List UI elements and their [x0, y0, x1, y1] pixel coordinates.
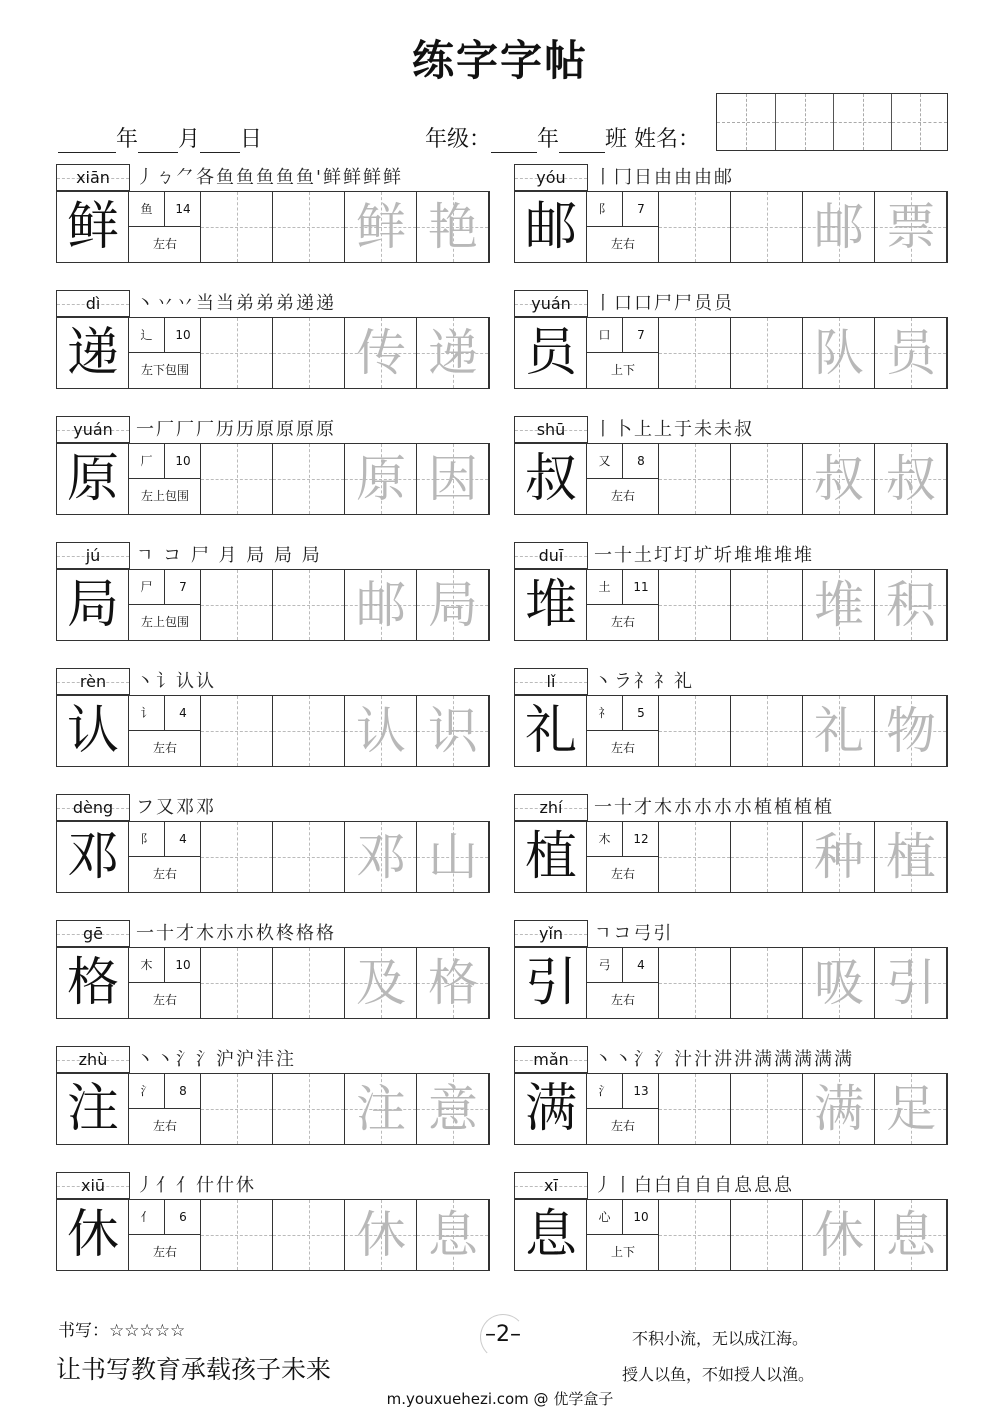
character-entry	[514, 668, 948, 773]
year-label: 年	[116, 127, 139, 152]
pinyin: mǎn	[533, 1050, 569, 1069]
stroke-order: ㄱ コ 尸 月 局 局 局	[136, 545, 322, 566]
practice-cell[interactable]	[659, 822, 731, 892]
practice-cell[interactable]	[201, 696, 273, 766]
stroke-order: 丶丷丷当当弟弟弟递递	[136, 293, 336, 314]
name-cell[interactable]	[775, 94, 833, 150]
student-line	[425, 122, 700, 153]
pinyin-box	[514, 542, 588, 569]
day-blank[interactable]	[200, 130, 240, 153]
trace-character: 叔	[886, 450, 936, 508]
stroke-order: ㄱコ弓引	[594, 923, 674, 944]
character-entry	[56, 794, 490, 899]
model-character-cell	[57, 318, 129, 388]
writing-grid	[56, 821, 490, 893]
practice-cell[interactable]	[731, 318, 803, 388]
structure: 左上包围	[140, 615, 189, 629]
pinyin-box	[56, 164, 130, 191]
character-entry	[514, 290, 948, 395]
trace-character: 物	[886, 702, 936, 760]
writing-grid	[56, 443, 490, 515]
stroke-count: 14	[165, 192, 201, 227]
practice-cell[interactable]	[201, 1200, 273, 1270]
model-character-cell	[57, 1074, 129, 1144]
grade-label: 年级：	[425, 127, 492, 152]
model-character-cell	[515, 318, 587, 388]
slogan: 让书写教育承载孩子未来	[56, 1355, 332, 1384]
radical: 弓	[587, 948, 623, 983]
day-label: 日	[240, 127, 263, 152]
model-character: 息	[524, 1205, 577, 1265]
structure: 左右	[152, 1245, 177, 1259]
structure: 左下包围	[140, 363, 189, 377]
character-entry	[56, 416, 490, 521]
writing-grid	[514, 191, 948, 263]
structure: 左右	[610, 993, 635, 1007]
character-info	[587, 822, 659, 892]
radical: 讠	[129, 696, 165, 731]
practice-cell[interactable]	[273, 192, 345, 262]
structure: 左右	[610, 1119, 635, 1133]
practice-cell[interactable]	[273, 444, 345, 514]
writing-grid	[56, 1073, 490, 1145]
trace-character: 格	[428, 954, 478, 1012]
structure: 左右	[152, 1119, 177, 1133]
pinyin: shū	[536, 420, 566, 439]
character-info	[587, 444, 659, 514]
stroke-order: 丶丶氵氵沪沪沣注	[136, 1049, 296, 1070]
radical: 口	[587, 318, 623, 353]
character-info	[129, 318, 201, 388]
model-character: 植	[524, 827, 577, 887]
stroke-count: 13	[623, 1074, 659, 1109]
stroke-count: 7	[623, 318, 659, 353]
name-label: 姓名：	[634, 127, 701, 152]
character-entry	[56, 164, 490, 269]
pinyin: gē	[83, 924, 103, 943]
structure: 左右	[610, 489, 635, 503]
model-character: 鲜	[66, 197, 119, 257]
trace-character: 足	[886, 1080, 936, 1138]
model-character-cell	[57, 444, 129, 514]
writing-grid	[56, 695, 490, 767]
character-info	[129, 192, 201, 262]
trace-character: 植	[886, 828, 936, 886]
stroke-order: 丨卜上上于未未叔	[594, 419, 754, 440]
stroke-count: 7	[623, 192, 659, 227]
practice-cell[interactable]	[731, 948, 803, 1018]
model-character: 邓	[66, 827, 119, 887]
page-title: 练字字帖	[411, 36, 588, 85]
stroke-order: 一十土圢圢圹圻堆堆堆堆	[594, 545, 814, 566]
character-entry	[56, 290, 490, 395]
practice-cell[interactable]	[201, 1074, 273, 1144]
writing-grid	[514, 569, 948, 641]
practice-cell[interactable]	[659, 948, 731, 1018]
trace-character: 邓	[356, 828, 406, 886]
trace-character: 原	[356, 450, 406, 508]
trace-character: 息	[886, 1206, 936, 1264]
pinyin-box	[56, 542, 130, 569]
grade-blank[interactable]	[491, 130, 537, 153]
model-character: 原	[66, 449, 119, 509]
pinyin-box	[56, 1172, 130, 1199]
writing-grid	[514, 1199, 948, 1271]
trace-character: 识	[428, 702, 478, 760]
character-entry	[56, 920, 490, 1025]
radical: 鱼	[129, 192, 165, 227]
radical: 又	[587, 444, 623, 479]
practice-cell[interactable]	[273, 948, 345, 1018]
trace-character: 满	[814, 1080, 864, 1138]
model-character-cell	[57, 1200, 129, 1270]
pinyin-box	[514, 920, 588, 947]
practice-cell[interactable]	[731, 1200, 803, 1270]
model-character-cell	[515, 696, 587, 766]
stroke-count: 10	[165, 444, 201, 479]
pinyin: xiū	[80, 1176, 106, 1195]
radical: 礻	[587, 696, 623, 731]
stroke-count: 4	[165, 822, 201, 857]
trace-character: 休	[814, 1206, 864, 1264]
practice-cell[interactable]	[201, 192, 273, 262]
practice-cell[interactable]	[201, 948, 273, 1018]
pinyin: xī	[544, 1176, 558, 1195]
model-character: 堆	[524, 575, 577, 635]
model-character: 员	[524, 323, 577, 383]
writing-grid	[514, 947, 948, 1019]
character-entry	[514, 164, 948, 269]
pinyin: yóu	[536, 168, 566, 187]
model-character: 注	[66, 1079, 119, 1139]
practice-cell[interactable]	[273, 1074, 345, 1144]
practice-cell[interactable]	[273, 570, 345, 640]
writing-grid	[56, 191, 490, 263]
quote-2: 授人以鱼，不如授人以渔。	[622, 1365, 815, 1384]
character-info	[587, 696, 659, 766]
practice-cell[interactable]	[731, 822, 803, 892]
model-character: 邮	[524, 197, 577, 257]
stroke-order: 一厂厂厂历历原原原原	[136, 419, 336, 440]
model-character: 局	[66, 575, 119, 635]
character-entry	[56, 1172, 490, 1277]
model-character-cell	[515, 192, 587, 262]
character-info	[587, 570, 659, 640]
pinyin: yǐn	[538, 924, 564, 943]
stroke-order: 丶ラ礻礻礼	[594, 671, 694, 692]
stroke-order: 丨冂日由由由邮	[594, 167, 734, 188]
stroke-count: 10	[623, 1200, 659, 1235]
stroke-count: 10	[165, 318, 201, 353]
practice-cell[interactable]	[659, 1200, 731, 1270]
pinyin: xiān	[76, 168, 110, 187]
name-grid[interactable]	[716, 93, 948, 151]
stroke-order: フ又邓邓	[136, 797, 216, 818]
practice-cell[interactable]	[659, 192, 731, 262]
site-credit: m.youxuehezi.com @ 优学盒子	[386, 1390, 614, 1408]
model-character-cell	[515, 822, 587, 892]
pinyin: dì	[85, 294, 101, 313]
stroke-count: 7	[165, 570, 201, 605]
character-entry	[514, 920, 948, 1025]
character-info	[129, 822, 201, 892]
trace-character: 积	[886, 576, 936, 634]
pinyin: zhù	[78, 1050, 108, 1069]
stroke-order: 丶讠认认	[136, 671, 216, 692]
writing-grid	[56, 947, 490, 1019]
model-character-cell	[57, 192, 129, 262]
stroke-count: 6	[165, 1200, 201, 1235]
practice-cell[interactable]	[273, 318, 345, 388]
trace-character: 种	[814, 828, 864, 886]
pinyin-box	[56, 1046, 130, 1073]
trace-character: 礼	[814, 702, 864, 760]
date-line	[58, 122, 262, 153]
trace-character: 堆	[814, 576, 864, 634]
character-info	[129, 444, 201, 514]
stroke-count: 4	[623, 948, 659, 983]
character-info	[587, 1074, 659, 1144]
practice-cell[interactable]	[201, 444, 273, 514]
pinyin: dèng	[72, 798, 114, 817]
trace-character: 因	[428, 450, 478, 508]
character-info	[129, 570, 201, 640]
radical: 心	[587, 1200, 623, 1235]
radical: 辶	[129, 318, 165, 353]
quote-1: 不积小流，无以成江海。	[632, 1329, 809, 1348]
practice-cell[interactable]	[659, 696, 731, 766]
pinyin-box	[56, 920, 130, 947]
trace-character: 传	[356, 324, 406, 382]
practice-cell[interactable]	[201, 822, 273, 892]
pinyin-box	[514, 164, 588, 191]
trace-character: 鲜	[356, 198, 406, 256]
pinyin: lǐ	[546, 672, 556, 691]
practice-cell[interactable]	[731, 192, 803, 262]
writing-grid	[514, 317, 948, 389]
practice-cell[interactable]	[273, 696, 345, 766]
year-blank[interactable]	[58, 130, 116, 153]
structure: 左右	[152, 741, 177, 755]
practice-cell[interactable]	[731, 570, 803, 640]
trace-character: 局	[428, 576, 478, 634]
model-character-cell	[57, 570, 129, 640]
pinyin: duī	[538, 546, 564, 565]
model-character: 引	[524, 953, 577, 1013]
character-info	[129, 948, 201, 1018]
structure: 左上包围	[140, 489, 189, 503]
stroke-count: 12	[623, 822, 659, 857]
trace-character: 休	[356, 1206, 406, 1264]
model-character-cell	[515, 948, 587, 1018]
trace-character: 意	[428, 1080, 478, 1138]
stroke-order: 丶丶氵氵汁汁汫汫满满满满满	[594, 1049, 854, 1070]
character-info	[129, 1200, 201, 1270]
writing-grid	[514, 1073, 948, 1145]
character-entry	[56, 542, 490, 647]
radical: 亻	[129, 1200, 165, 1235]
model-character-cell	[515, 1074, 587, 1144]
trace-character: 引	[886, 954, 936, 1012]
trace-character: 及	[356, 954, 406, 1012]
stroke-count: 11	[623, 570, 659, 605]
character-entry	[514, 794, 948, 899]
class-label: 班	[605, 127, 628, 152]
structure: 左右	[610, 615, 635, 629]
pinyin-box	[514, 668, 588, 695]
stroke-order: 一十才木朩朩朩朩植植植植	[594, 797, 834, 818]
stroke-count: 10	[165, 948, 201, 983]
trace-character: 吸	[814, 954, 864, 1012]
character-info	[129, 696, 201, 766]
stroke-order: 丿丨白白自自自息息息	[594, 1175, 794, 1196]
pinyin-box	[514, 794, 588, 821]
pinyin: jú	[85, 546, 101, 565]
structure: 上下	[610, 363, 635, 377]
model-character-cell	[515, 570, 587, 640]
character-info	[129, 1074, 201, 1144]
model-character-cell	[515, 444, 587, 514]
name-cell[interactable]	[833, 94, 891, 150]
model-character-cell	[515, 1200, 587, 1270]
character-info	[587, 948, 659, 1018]
model-character: 礼	[524, 701, 577, 761]
character-entry	[56, 668, 490, 773]
practice-cell[interactable]	[273, 1200, 345, 1270]
radical: 氵	[129, 1074, 165, 1109]
practice-cell[interactable]	[659, 318, 731, 388]
pinyin-box	[514, 1172, 588, 1199]
radical: 尸	[129, 570, 165, 605]
model-character: 格	[66, 953, 119, 1013]
trace-character: 邮	[356, 576, 406, 634]
practice-cell[interactable]	[731, 696, 803, 766]
trace-character: 队	[814, 324, 864, 382]
page-number-value: 2	[496, 1322, 510, 1347]
pinyin-box	[56, 416, 130, 443]
model-character: 满	[524, 1079, 577, 1139]
pinyin: rèn	[79, 672, 107, 691]
structure: 左右	[610, 867, 635, 881]
practice-cell[interactable]	[659, 444, 731, 514]
stroke-order: 丿亻亻什什休	[136, 1175, 256, 1196]
month-label: 月	[178, 127, 201, 152]
trace-character: 认	[356, 702, 406, 760]
character-entry	[514, 1172, 948, 1277]
practice-cell[interactable]	[659, 1074, 731, 1144]
radical: 木	[587, 822, 623, 857]
character-entry	[514, 542, 948, 647]
stroke-count: 8	[623, 444, 659, 479]
trace-character: 艳	[428, 198, 478, 256]
model-character: 递	[66, 323, 119, 383]
structure: 上下	[610, 1245, 635, 1259]
stroke-order: 丨口口尸尸员员	[594, 293, 734, 314]
character-entry	[514, 416, 948, 521]
class-blank[interactable]	[559, 130, 605, 153]
character-entry	[514, 1046, 948, 1151]
structure: 左右	[152, 993, 177, 1007]
trace-character: 邮	[814, 198, 864, 256]
model-character: 休	[66, 1205, 119, 1265]
name-cell[interactable]	[717, 94, 775, 150]
stroke-count: 8	[165, 1074, 201, 1109]
radical: 厂	[129, 444, 165, 479]
stroke-order: 丿ㄅ⺈各鱼鱼鱼鱼鱼'鲜鲜鲜鲜	[136, 167, 403, 188]
trace-character: 山	[428, 828, 478, 886]
grade-year-label: 年	[537, 127, 560, 152]
trace-character: 递	[428, 324, 478, 382]
stroke-count: 5	[623, 696, 659, 731]
character-info	[587, 192, 659, 262]
practice-cell[interactable]	[201, 570, 273, 640]
trace-character: 票	[886, 198, 936, 256]
trace-character: 息	[428, 1206, 478, 1264]
radical: 氵	[587, 1074, 623, 1109]
practice-cell[interactable]	[731, 1074, 803, 1144]
writing-grid	[56, 317, 490, 389]
pinyin-box	[56, 794, 130, 821]
pinyin-box	[514, 416, 588, 443]
name-cell[interactable]	[891, 94, 947, 150]
pinyin: yuán	[531, 294, 571, 313]
character-entry	[56, 1046, 490, 1151]
trace-character: 注	[356, 1080, 406, 1138]
model-character-cell	[57, 948, 129, 1018]
structure: 左右	[610, 237, 635, 251]
pinyin-box	[56, 290, 130, 317]
stroke-count: 4	[165, 696, 201, 731]
structure: 左右	[152, 237, 177, 251]
pinyin: zhí	[539, 798, 563, 817]
writing-grid	[514, 695, 948, 767]
writing-grid	[56, 569, 490, 641]
pinyin-box	[514, 1046, 588, 1073]
radical: 木	[129, 948, 165, 983]
stroke-order: 一十才木朩朩杦柊格格	[136, 923, 336, 944]
writing-grid	[514, 821, 948, 893]
pinyin: yuán	[73, 420, 113, 439]
writing-grid	[56, 1199, 490, 1271]
model-character-cell	[57, 822, 129, 892]
radical: 阝	[129, 822, 165, 857]
model-character: 叔	[524, 449, 577, 509]
character-info	[587, 1200, 659, 1270]
practice-cell[interactable]	[659, 570, 731, 640]
writing-grid	[514, 443, 948, 515]
character-info	[587, 318, 659, 388]
structure: 左右	[152, 867, 177, 881]
rating: 书写：☆☆☆☆☆	[58, 1321, 186, 1341]
model-character: 认	[66, 701, 119, 761]
practice-cell[interactable]	[273, 822, 345, 892]
practice-cell[interactable]	[731, 444, 803, 514]
model-character-cell	[57, 696, 129, 766]
month-blank[interactable]	[138, 130, 178, 153]
structure: 左右	[610, 741, 635, 755]
radical: 阝	[587, 192, 623, 227]
radical: 土	[587, 570, 623, 605]
practice-cell[interactable]	[201, 318, 273, 388]
pinyin-box	[514, 290, 588, 317]
trace-character: 员	[886, 324, 936, 382]
trace-character: 叔	[814, 450, 864, 508]
pinyin-box	[56, 668, 130, 695]
page-number: –2–	[468, 1322, 538, 1347]
